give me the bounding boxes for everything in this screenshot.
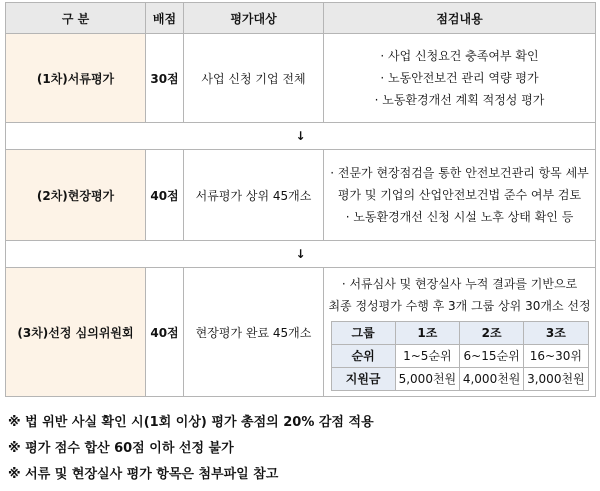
evaluation-table bbox=[5, 2, 596, 397]
stage-name: (3차)선정 심의위원회 bbox=[6, 268, 146, 397]
down-arrow-icon: ↓ bbox=[6, 123, 596, 150]
stage-target: 사업 신청 기업 전체 bbox=[184, 34, 324, 123]
note-line: ※ 법 위반 사실 확인 시(1회 이상) 평가 총점의 20% 감점 적용 bbox=[8, 415, 374, 430]
stage-name: (2차)현장평가 bbox=[6, 150, 146, 241]
content-line: · 노동환경개선 신청 시설 노후 상태 확인 등 bbox=[345, 210, 574, 224]
stage-score: 30점 bbox=[146, 34, 184, 123]
group-cell: 6~15순위 bbox=[460, 345, 524, 368]
group-row-label: 지원금 bbox=[331, 368, 395, 391]
note-line: ※ 평가 점수 합산 60점 이하 선정 불가 bbox=[8, 441, 234, 456]
arrow-row-2 bbox=[6, 241, 596, 268]
group-table-row bbox=[331, 345, 588, 368]
group-cell: 1~5순위 bbox=[395, 345, 459, 368]
content-line: · 서류심사 및 현장실사 누적 결과를 기반으로 bbox=[341, 277, 578, 291]
group-header-cell: 3조 bbox=[524, 322, 588, 345]
group-cell: 4,000천원 bbox=[460, 368, 524, 391]
header-stage: 구 분 bbox=[6, 3, 146, 34]
stage-content bbox=[324, 150, 596, 241]
stage-content bbox=[324, 34, 596, 123]
group-header-cell: 그룹 bbox=[331, 322, 395, 345]
group-table-header bbox=[331, 322, 588, 345]
down-arrow-icon: ↓ bbox=[6, 241, 596, 268]
note-line: ※ 서류 및 현장실사 평가 항목은 첨부파일 참고 bbox=[8, 467, 279, 482]
stage-content bbox=[324, 268, 596, 397]
stage-score: 40점 bbox=[146, 268, 184, 397]
content-line: · 노동안전보건 관리 역량 평가 bbox=[380, 71, 539, 85]
group-table-row bbox=[331, 368, 588, 391]
stage-target: 서류평가 상위 45개소 bbox=[184, 150, 324, 241]
content-line: 최종 정성평가 수행 후 3개 그룹 상위 30개소 선정 bbox=[328, 299, 591, 313]
content-line: · 전문가 현장점검을 통한 안전보건관리 항목 세부 bbox=[330, 166, 589, 180]
group-header-cell: 2조 bbox=[460, 322, 524, 345]
group-table bbox=[331, 321, 589, 391]
content-line: 평가 및 기업의 산업안전보건법 준수 여부 검토 bbox=[337, 188, 582, 202]
group-cell: 5,000천원 bbox=[395, 368, 459, 391]
group-row-label: 순위 bbox=[331, 345, 395, 368]
header-score: 배점 bbox=[146, 3, 184, 34]
group-header-cell: 1조 bbox=[395, 322, 459, 345]
stage-row-3 bbox=[6, 268, 596, 397]
group-cell: 3,000천원 bbox=[524, 368, 588, 391]
content-line: · 사업 신청요건 충족여부 확인 bbox=[380, 49, 539, 63]
stage-row-1 bbox=[6, 34, 596, 123]
content-line: · 노동환경개선 계획 적정성 평가 bbox=[374, 93, 545, 107]
stage-target: 현장평가 완료 45개소 bbox=[184, 268, 324, 397]
stage-score: 40점 bbox=[146, 150, 184, 241]
stage-row-2 bbox=[6, 150, 596, 241]
notes bbox=[8, 410, 374, 488]
group-cell: 16~30위 bbox=[524, 345, 588, 368]
arrow-row-1 bbox=[6, 123, 596, 150]
table-header-row bbox=[6, 3, 596, 34]
header-content: 점검내용 bbox=[324, 3, 596, 34]
header-target: 평가대상 bbox=[184, 3, 324, 34]
stage-name: (1차)서류평가 bbox=[6, 34, 146, 123]
